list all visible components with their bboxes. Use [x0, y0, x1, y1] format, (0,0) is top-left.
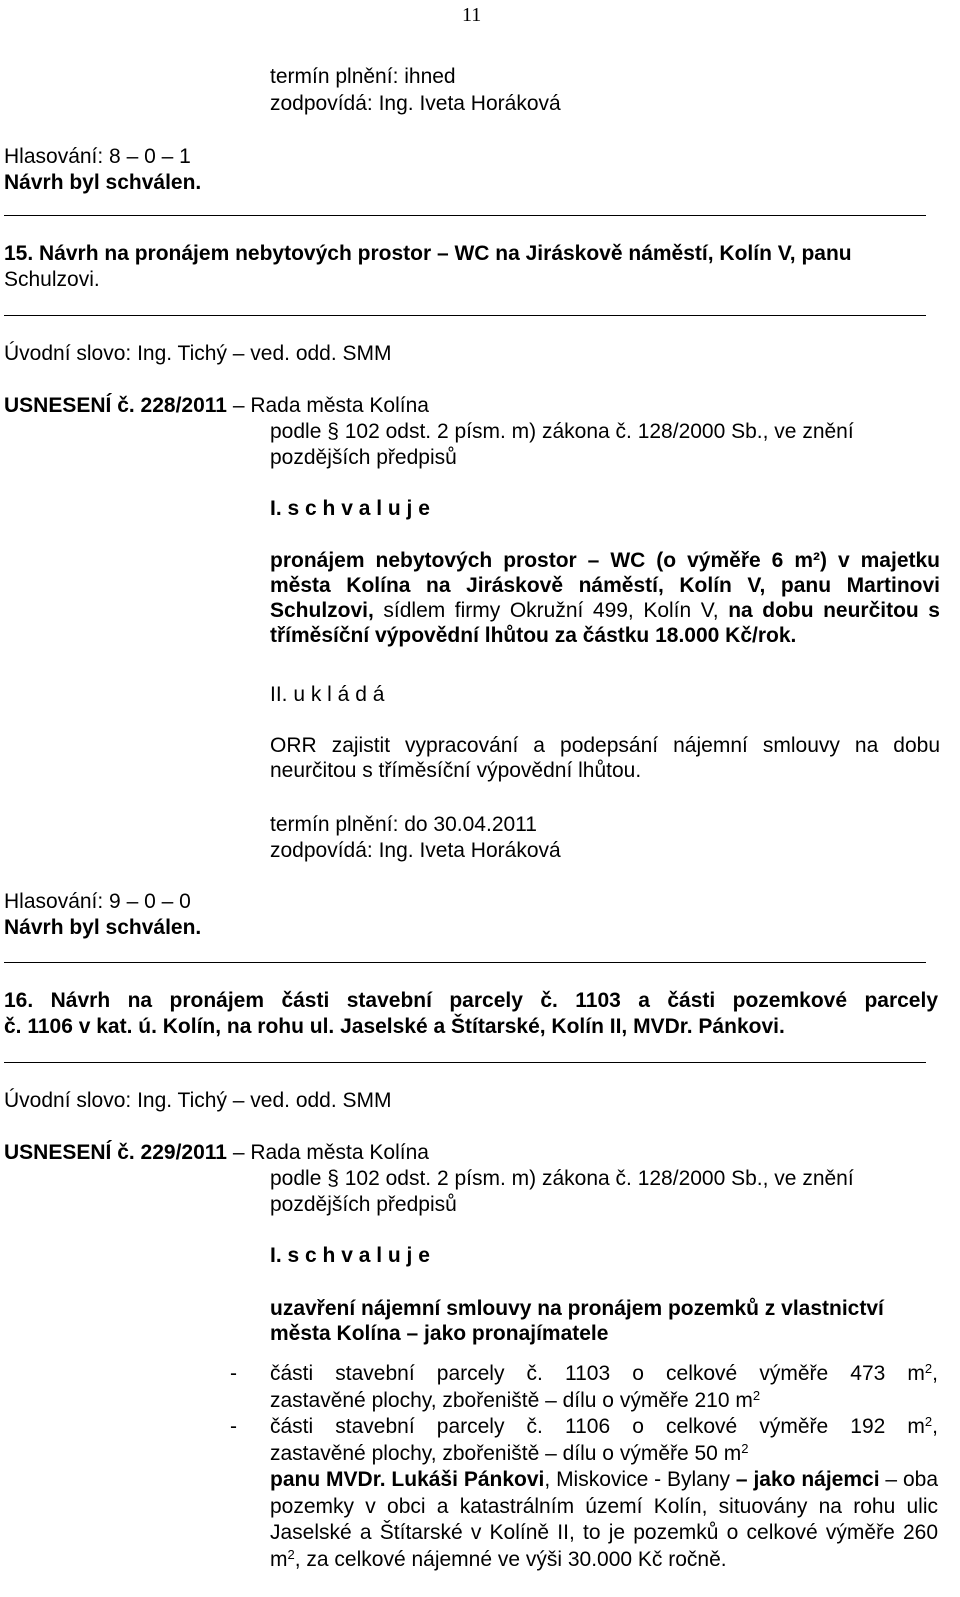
divider: [4, 962, 926, 963]
intro-speaker: Úvodní slovo: Ing. Tichý – ved. odd. SMM: [4, 342, 392, 365]
resolution-body: – Rada města Kolína: [226, 1141, 429, 1164]
list-item: části stavební parcely č. 1103 o celkové výměře 473 $m^2$,: [270, 1361, 938, 1385]
decision-text: pronájem nebytových prostor – WC (o výměře 6 m²) v majetku města Kolína na Jiráskově náměstí, Kolín V, panu Martinovi Schulzovi, sídlem firmy Okružní 499, Kolín V, na dobu neurčitou s tříměsíční výpovědní lhůtou za částku 18.000 Kč/rok.: [270, 549, 940, 647]
legal-basis: podle § 102 odst. 2 písm. m) zákona č. 128/2000 Sb., ve znění: [270, 420, 854, 443]
intro-speaker: Úvodní slovo: Ing. Tichý – ved. odd. SMM: [4, 1089, 392, 1112]
responsible-text: zodpovídá: Ing. Iveta Horáková: [270, 92, 561, 115]
list-dash: -: [230, 1362, 237, 1385]
voting-result: Hlasování: 8 – 0 – 1: [4, 145, 191, 168]
legal-basis-cont: pozdějších předpisů: [270, 1193, 457, 1216]
responsible-text: zodpovídá: Ing. Iveta Horáková: [270, 839, 561, 862]
voting-result: Hlasování: 9 – 0 – 0: [4, 890, 191, 913]
task-text: ORR zajistit vypracování a podepsání nájemní smlouvy na dobu neurčitou s tříměsíční výpovědní lhůtou.: [270, 734, 940, 782]
list-item-cont: zastavěné plochy, zbořeniště – dílu o výměře 210 $m^2$: [270, 1388, 761, 1412]
deadline-text: termín plnění: do 30.04.2011: [270, 813, 537, 836]
list-item-cont: zastavěné plochy, zbořeniště – dílu o výměře 50 $m^2$: [270, 1441, 749, 1465]
divider: [4, 1062, 926, 1063]
page-number: 11: [462, 4, 482, 26]
approval-status: Návrh byl schválen.: [4, 916, 202, 939]
approves-heading: I. s c h v a l u j e: [270, 497, 430, 520]
item-16-heading: 16. Návrh na pronájem části stavební parcely č. 1103 a části pozemkové parcely: [4, 989, 938, 1012]
contract-heading: uzavření nájemní smlouvy na pronájem pozemků z vlastnictví města Kolína – jako pronajímatele: [270, 1297, 884, 1345]
approves-heading: I. s c h v a l u j e: [270, 1244, 430, 1267]
assigns-heading: II. u k l á d á: [270, 683, 385, 706]
resolution-number: USNESENÍ č. 228/2011: [4, 394, 227, 417]
item-16-heading-cont: č. 1106 v kat. ú. Kolín, na rohu ul. Jaselské a Štítarské, Kolín II, MVDr. Pánkovi.: [4, 1015, 785, 1038]
list-item: části stavební parcely č. 1106 o celkové výměře 192 $m^2$,: [270, 1414, 938, 1438]
resolution-body: – Rada města Kolína: [226, 394, 429, 417]
divider: [4, 215, 926, 216]
item-15-heading: 15. Návrh na pronájem nebytových prostor – WC na Jiráskově náměstí, Kolín V, panu: [4, 242, 852, 265]
approval-status: Návrh byl schválen.: [4, 171, 202, 194]
item-15-heading-cont: Schulzovi.: [4, 268, 100, 291]
resolution-number: USNESENÍ č. 229/2011: [4, 1141, 227, 1164]
tenant-text: panu MVDr. Lukáši Pánkovi, Miskovice - Bylany – jako nájemci – oba pozemky v obci a katastrálním území Kolín, situovány na rohu ulic Jaselské a Štítarské v Kolíně II, to je pozemků o celkové výměře 260 $m^2$, za celkové nájemné ve výši 30.000 Kč ročně.: [270, 1468, 939, 1571]
deadline-text: termín plnění: ihned: [270, 65, 456, 88]
resolution-title: [4, 393, 429, 418]
divider: [4, 315, 926, 316]
resolution-title: [4, 1140, 429, 1165]
legal-basis: podle § 102 odst. 2 písm. m) zákona č. 128/2000 Sb., ve znění: [270, 1167, 854, 1190]
legal-basis-cont: pozdějších předpisů: [270, 446, 457, 469]
list-dash: -: [230, 1415, 237, 1438]
